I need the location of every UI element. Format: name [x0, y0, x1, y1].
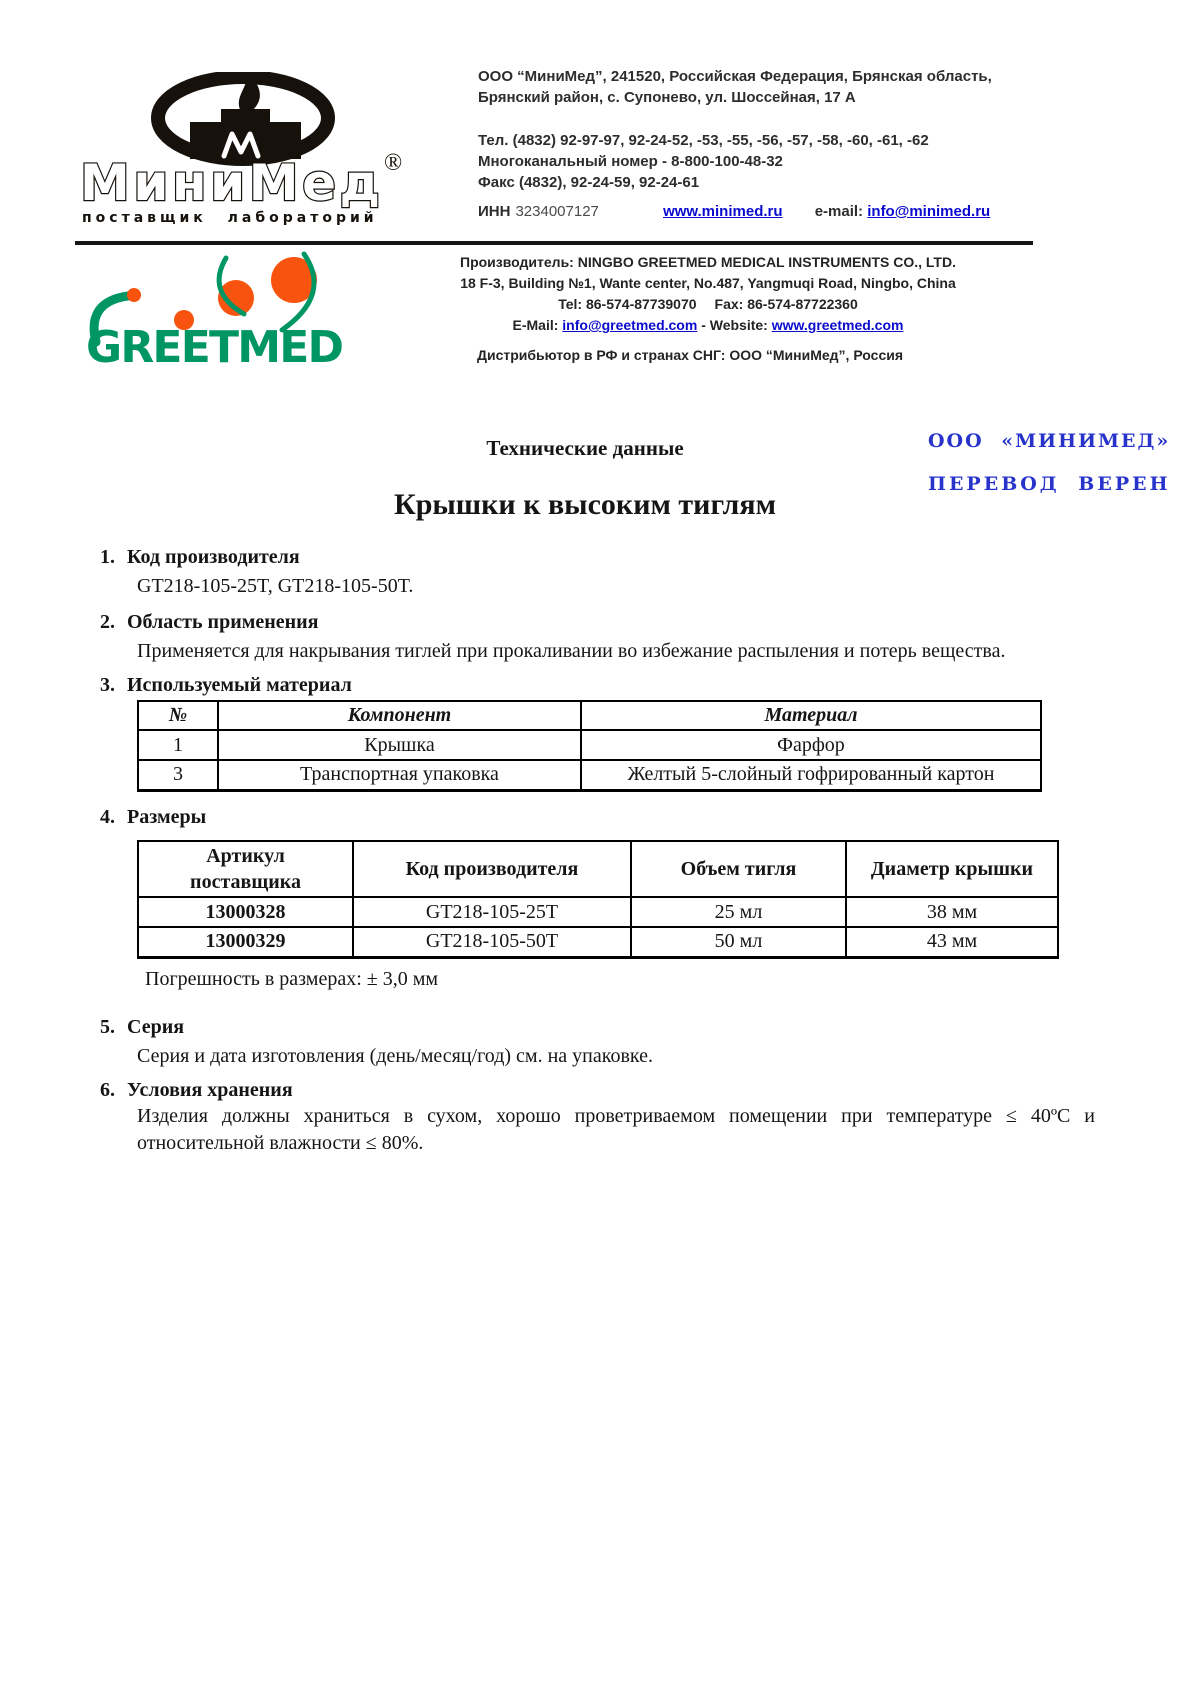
producer-line-2: 18 F-3, Building №1, Wante center, No.487, Yangmuqi Road, Ningbo, China [460, 275, 956, 291]
section-6-body-line-2: относительной влажности ≤ 80%. [137, 1132, 424, 1154]
doc-subtitle: Технические данные [486, 436, 684, 460]
table-row [138, 897, 1058, 927]
table-row [138, 730, 1041, 760]
registered-trademark-icon: ® [384, 150, 403, 176]
table-cell: Транспортная упаковка [218, 760, 581, 790]
section-number: 4. [100, 806, 115, 828]
minimed-email-link[interactable]: info@minimed.ru [867, 203, 991, 220]
inn-value: 3234007127 [515, 203, 599, 220]
section-title: Размеры [127, 806, 207, 828]
section-title: Код производителя [127, 546, 300, 568]
table-cell: Фарфор [581, 730, 1041, 760]
section-number: 3. [100, 674, 115, 696]
table-cell: Крышка [218, 730, 581, 760]
producer-line-1: Производитель: NINGBO GREETMED MEDICAL INSTRUMENTS CO., LTD. [460, 254, 956, 270]
stamp-line-2: ПЕРЕВОД ВЕРЕН [928, 473, 1171, 495]
distributor-line: Дистрибьютор в РФ и странах СНГ: ООО “МиниМед”, Россия [477, 347, 904, 363]
table-header-row [138, 701, 1041, 730]
table-cell: 3 [138, 760, 218, 790]
table-header-cell: Объем тигля [631, 841, 846, 897]
table-cell: 38 мм [846, 897, 1058, 927]
section-2-heading [90, 611, 319, 634]
table-cell: 25 мл [631, 897, 846, 927]
table-header-row [138, 841, 1058, 897]
doc-title: Крышки к высоким тиглям [393, 488, 777, 521]
section-2-body: Применяется для накрывания тиглей при прокаливании во избежание распыления и потерь вещества. [137, 640, 1006, 662]
materials-table [137, 700, 1042, 792]
table-cell: GT218-105-25T [353, 897, 631, 927]
section-title: Используемый материал [127, 674, 352, 696]
greetmed-website-link[interactable]: www.greetmed.com [771, 317, 904, 333]
minimed-website-link[interactable]: www.minimed.ru [663, 203, 783, 220]
table-cell: 13000328 [138, 897, 353, 927]
table-cell: GT218-105-50T [353, 927, 631, 957]
section-number: 6. [100, 1079, 115, 1101]
table-cell: 1 [138, 730, 218, 760]
minimed-tagline: поставщик лабораторий [82, 210, 378, 226]
section-1-body: GT218-105-25T, GT218-105-50T. [137, 575, 414, 597]
phone-line: Тел. (4832) 92-97-97, 92-24-52, -53, -55, -56, -57, -58, -60, -61, -62 [478, 132, 929, 149]
multichannel-line: Многоканальный номер - 8-800-100-48-32 [478, 153, 783, 170]
table-header-cell: Компонент [218, 701, 581, 730]
section-number: 2. [100, 611, 115, 633]
table-header-cell: Артикул поставщика [138, 841, 353, 897]
section-6-body-line-1: Изделия должны храниться в сухом, хорошо проветриваемом помещении при температуре ≤ 40ºС и [137, 1105, 1095, 1127]
section-5-body: Серия и дата изготовления (день/месяц/год) см. на упаковке. [137, 1045, 653, 1067]
section-title: Условия хранения [127, 1079, 293, 1101]
section-3-heading [90, 674, 352, 697]
inn-label: ИНН [478, 203, 511, 220]
table-row [138, 760, 1041, 790]
section-title: Серия [127, 1016, 185, 1038]
section-4-heading [90, 806, 206, 829]
producer-email-label: E-Mail: [512, 317, 559, 333]
table-header-cell: Диаметр крышки [846, 841, 1058, 897]
minimed-brand: МиниМед [80, 154, 380, 212]
table-cell: Желтый 5-слойный гофрированный картон [581, 760, 1041, 790]
greetmed-wordmark: GREETMED [86, 322, 344, 370]
address-line-1: ООО “МиниМед”, 241520, Российская Федерация, Брянская область, [478, 68, 992, 85]
producer-fax: Fax: 86-574-87722360 [714, 296, 858, 312]
table-cell: 43 мм [846, 927, 1058, 957]
table-header-cell: Код производителя [353, 841, 631, 897]
email-label: e-mail: [814, 203, 864, 220]
table-row [138, 927, 1058, 957]
size-tolerance-note: Погрешность в размерах: ± 3,0 мм [145, 968, 439, 990]
table-header-cell: № [138, 701, 218, 730]
table-header-cell: Материал [581, 701, 1041, 730]
section-6-heading [90, 1079, 293, 1102]
sizes-table [137, 840, 1059, 959]
section-title: Область применения [127, 611, 319, 633]
address-line-2: Брянский район, с. Супонево, ул. Шоссейная, 17 А [478, 89, 856, 106]
section-5-heading [90, 1016, 184, 1039]
producer-website-label: - Website: [701, 317, 768, 333]
greetmed-email-link[interactable]: info@greetmed.com [562, 317, 698, 333]
section-1-heading [90, 546, 300, 569]
producer-tel: Tel: 86-574-87739070 [558, 296, 697, 312]
table-cell: 50 мл [631, 927, 846, 957]
section-number: 1. [100, 546, 115, 568]
stamp-line-1: ООО «МИНИМЕД» [928, 430, 1171, 452]
table-cell: 13000329 [138, 927, 353, 957]
technical-data-sheet [90, 0, 1095, 1697]
section-number: 5. [100, 1016, 115, 1038]
fax-line: Факс (4832), 92-24-59, 92-24-61 [478, 174, 700, 191]
